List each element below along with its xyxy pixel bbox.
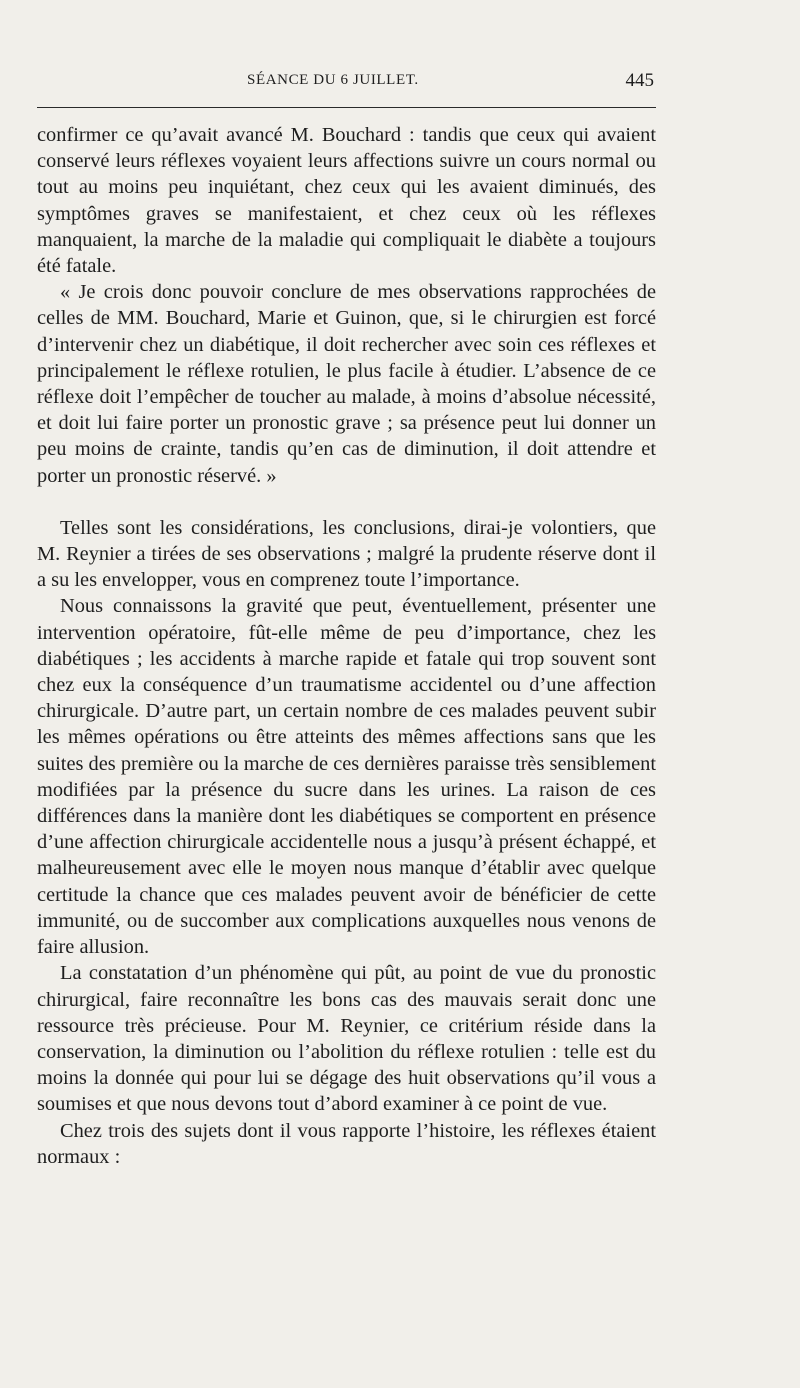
header-rule	[37, 107, 656, 108]
page-header	[37, 72, 656, 100]
paragraph-1: confirmer ce qu’avait avancé M. Bouchard : tandis que ceux qui avaient conservé leurs réflexes voyaient leurs affections suivre un cours normal ou tout au moins peu inquiétant, chez ceux qui les avaient diminués, des symptômes graves se manifestaient, et chez ceux où les réflexes manquaient, la marche de la maladie qui compliquait le diabète a toujours été fatale.	[37, 124, 656, 278]
paragraph-6: Chez trois des sujets dont il vous rapporte l’histoire, les réflexes étaient normaux :	[37, 1119, 656, 1168]
paragraph-2: « Je crois donc pouvoir conclure de mes observations rapprochées de celles de MM. Bouchard, Marie et Guinon, que, si le chirurgien est forcé d’intervenir chez un diabétique, il doit rechercher avec soin ces réflexes et principalement le réflexe rotulien, le plus facile à étudier. L’absence de ce réflexe doit l’empêcher de toucher au malade, à moins d’absolue nécessité, et doit lui faire porter un pronostic grave ; sa présence peut lui donner un peu moins de crainte, tandis qu’en cas de diminution, il doit attendre et porter un pronostic réservé. »	[37, 281, 656, 487]
paragraph-5: La constatation d’un phénomène qui pût, au point de vue du pronostic chirurgical, faire reconnaître les bons cas des mauvais serait donc une ressource très précieuse. Pour M. Reynier, ce critérium réside dans la conservation, la diminution ou l’abolition du réflexe rotulien : telle est du moins la donnée qui pour lui se dégage des huit observations qu’il vous a soumises et que nous devons tout d’abord examiner à ce point de vue.	[37, 962, 656, 1116]
page-number: 445	[625, 70, 654, 91]
body-text	[37, 122, 656, 1170]
paragraph-4: Nous connaissons la gravité que peut, éventuellement, présenter une intervention opératoire, fût-elle même de peu d’importance, chez les diabétiques ; les accidents à marche rapide et fatale qui trop souvent sont chez eux la conséquence d’un traumatisme accidentel ou d’une affection chirurgicale. D’autre part, un certain nombre de ces malades peuvent subir les mêmes opérations ou être atteints des mêmes affections sans que les suites des première ou la marche de ces dernières paraisse très sensiblement modifiées par la présence du sucre dans les urines. La raison de ces différences dans la manière dont les diabétiques se comportent en présence d’une affection chirurgicale accidentelle nous a jusqu’à présent échappé, et malheureusement avec elle le moyen nous manque d’établir avec quelque certitude la chance que ces malades peuvent avoir de bénéficier de cette immunité, ou de succomber aux complications auxquelles nous venons de faire allusion.	[37, 595, 656, 959]
paragraph-3: Telles sont les considérations, les conclusions, dirai-je volontiers, que M. Reynier a tirées de ses observations ; malgré la prudente réserve dont il a su les envelopper, vous en comprenez toute l’importance.	[37, 516, 656, 592]
running-title: SÉANCE DU 6 JUILLET.	[247, 72, 419, 88]
